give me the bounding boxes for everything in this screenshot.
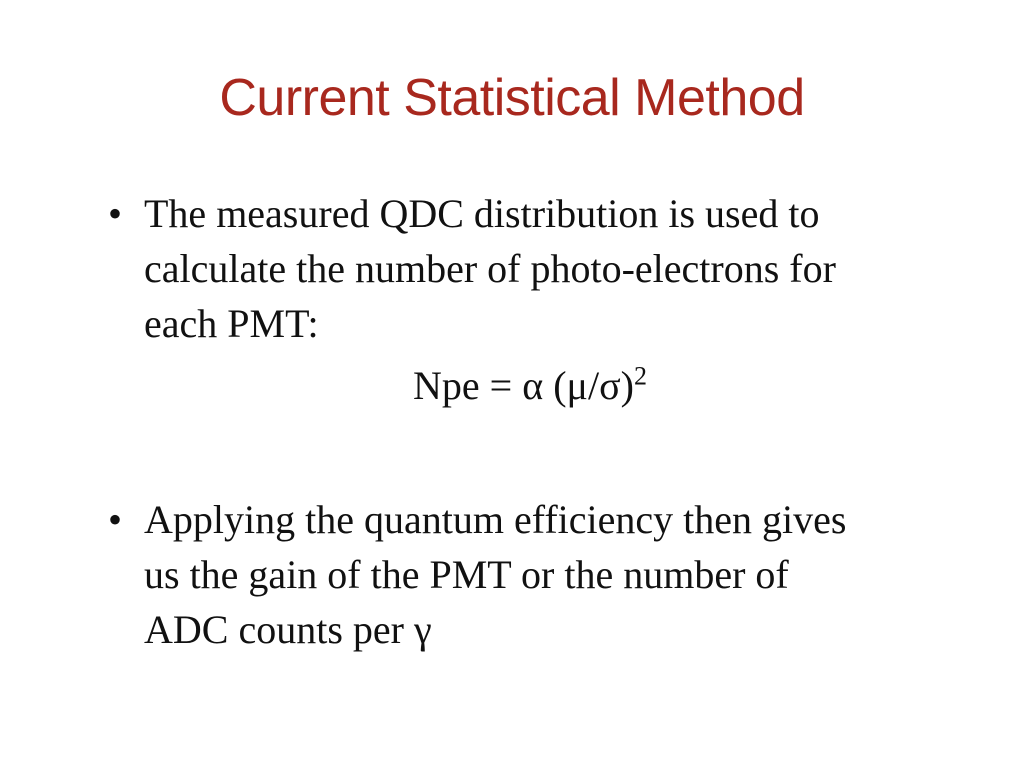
bullet-line: ADC counts per γ xyxy=(144,607,432,652)
bullet-line: The measured QDC distribution is used to xyxy=(144,191,820,236)
bullet-glyph: • xyxy=(108,191,123,236)
slide-title: Current Statistical Method xyxy=(219,69,805,127)
formula-exponent: 2 xyxy=(633,361,647,391)
bullet-line: calculate the number of photo-electrons for xyxy=(144,246,836,291)
bullet-item xyxy=(108,492,958,657)
bullet-line: us the gain of the PMT or the number of xyxy=(144,552,789,597)
bullet-text xyxy=(144,186,958,351)
bullet-line: each PMT: xyxy=(144,301,319,346)
formula-text: Npe = α (μ/σ) xyxy=(413,363,634,408)
bullet-text xyxy=(144,492,958,657)
bullet-line: Applying the quantum efficiency then gives xyxy=(144,497,847,542)
formula xyxy=(0,358,1024,413)
bullet-glyph: • xyxy=(108,497,123,542)
bullet-item xyxy=(108,186,958,351)
